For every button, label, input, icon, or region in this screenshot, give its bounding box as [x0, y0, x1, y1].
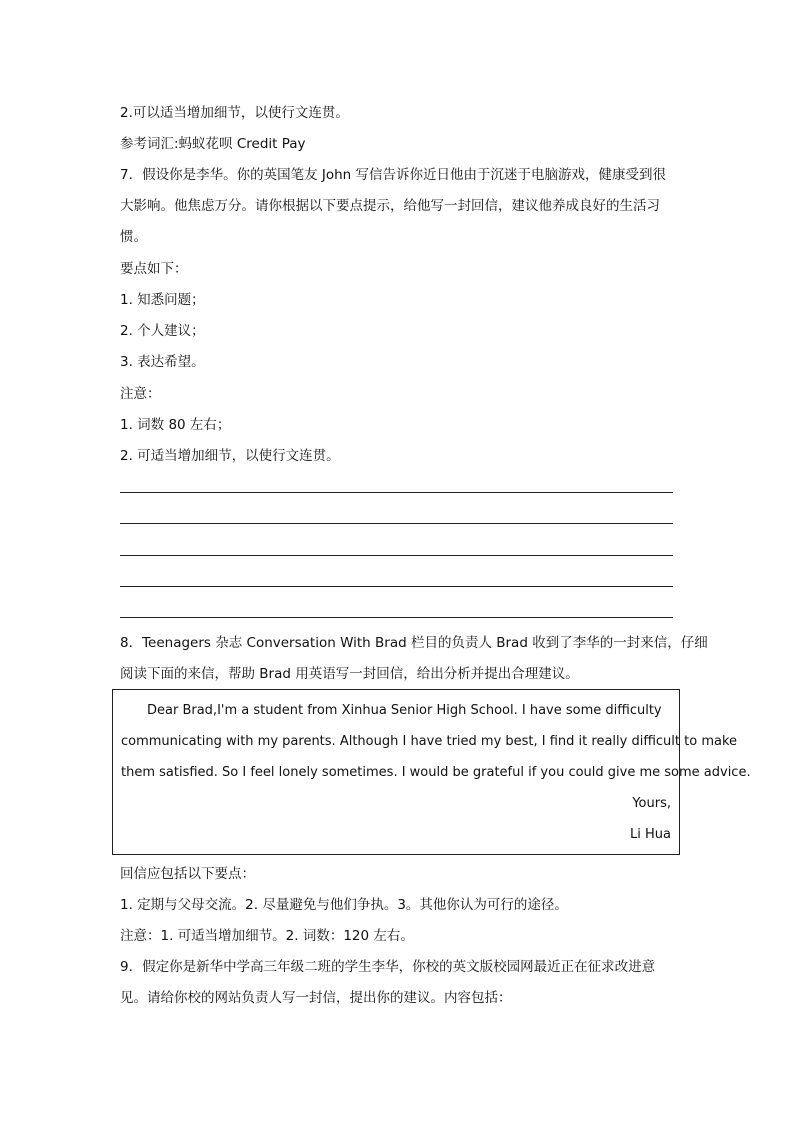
q8-prompt-line-2: 阅读下面的来信，帮助 Brad 用英语写一封回信，给出分析并提出合理建议。	[120, 666, 579, 682]
letter-box	[112, 689, 751, 855]
answer-line	[120, 617, 673, 618]
q7-point-item: 1. 知悉问题；	[120, 292, 205, 308]
q7-prompt-line-3: 惯。	[120, 229, 147, 245]
reference-vocabulary: 参考词汇:蚂蚁花呗 Credit Pay	[120, 136, 306, 152]
letter-signature: Li Hua	[630, 827, 671, 842]
q7-notes-heading: 注意：	[120, 386, 161, 402]
letter-line-3: them satisfied. So I feel lonely sometimes. I would be grateful if you could give me some advice.	[121, 765, 751, 780]
q7-note-item: 1. 词数 80 左右；	[120, 417, 231, 433]
q8-reply-heading: 回信应包括以下要点：	[120, 866, 255, 882]
letter-closing: Yours,	[632, 796, 671, 811]
answer-line	[120, 586, 673, 587]
q7-note-item: 2. 可适当增加细节，以使行文连贯。	[120, 448, 340, 464]
q9-prompt-line-1: 9．假定你是新华中学高三年级二班的学生李华，你校的英文版校园网最近正在征求改进意	[120, 959, 656, 975]
q9-prompt-line-2: 见。请给你校的网站负责人写一封信，提出你的建议。内容包括：	[120, 990, 512, 1006]
q7-points-heading: 要点如下：	[120, 261, 188, 277]
q8-notes: 注意：1. 可适当增加细节。2. 词数：120 左右。	[120, 928, 414, 944]
q7-point-item: 2. 个人建议；	[120, 323, 205, 339]
intro-note: 2.可以适当增加细节，以使行文连贯。	[120, 105, 349, 121]
answer-line	[120, 523, 673, 524]
answer-line	[120, 555, 673, 556]
letter-line-2: communicating with my parents. Although I have tried my best, I find it really difficult to make	[121, 734, 738, 749]
q7-prompt-line-1: 7．假设你是李华。你的英国笔友 John 写信告诉你近日他由于沉迷于电脑游戏，健康受到很	[120, 167, 667, 183]
q7-prompt-line-2: 大影响。他焦虑万分。请你根据以下要点提示，给他写一封回信，建议他养成良好的生活习	[120, 198, 660, 214]
letter-line-1: Dear Brad,I'm a student from Xinhua Senior High School. I have some difficulty	[147, 703, 662, 718]
q8-reply-points: 1. 定期与父母交流。2. 尽量避免与他们争执。3。其他你认为可行的途径。	[120, 897, 568, 913]
answer-line	[120, 492, 673, 493]
q7-point-item: 3. 表达希望。	[120, 354, 205, 370]
q8-prompt-line-1: 8．Teenagers 杂志 Conversation With Brad 栏目的负责人 Brad 收到了李华的一封来信，仔细	[120, 635, 708, 651]
